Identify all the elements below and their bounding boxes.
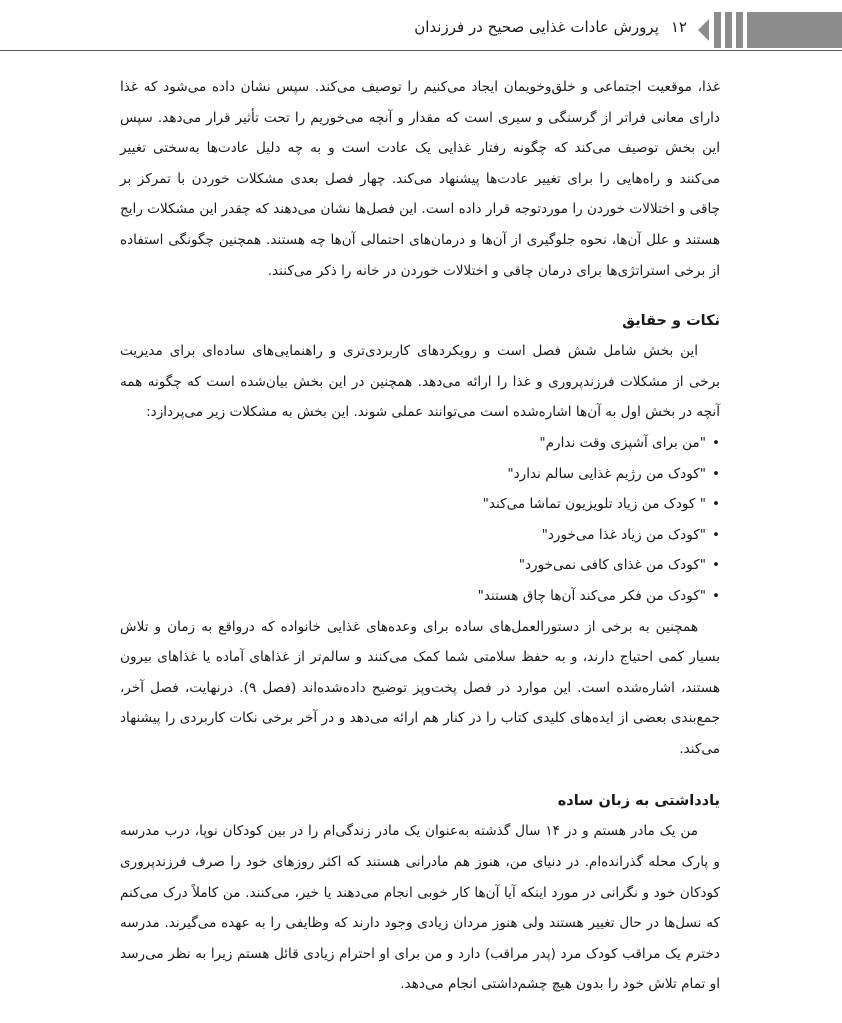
header-stripe — [714, 12, 721, 48]
bullet-icon: • — [711, 496, 720, 513]
page-number: ۱۲ — [670, 18, 687, 36]
list-item — [120, 520, 720, 551]
bullet-icon: • — [711, 465, 720, 482]
running-title: پرورش عادات غذایی صحیح در فرزندان — [414, 18, 659, 36]
tips-paragraph: این بخش شامل شش فصل است و رویکردهای کاربردی‌تری و راهنمایی‌های ساده‌ای برای مدیریت برخی از مشکلات فرزندپروری و غذا را ارائه می‌دهد. همچنین در این بخش بیان‌شده است که چگونه همه آنچه در بخش اول به آن‌ها اشاره‌شده است می‌توانند عملی شوند. این بخش به مشکلات زیر می‌پردازد: — [120, 343, 720, 421]
bullet-icon: • — [711, 587, 720, 604]
list-item-text: "من برای آشپزی وقت ندارم" — [539, 434, 706, 451]
list-item-text: "کودک من غذای کافی نمی‌خورد" — [518, 557, 706, 574]
header-stripe — [725, 12, 732, 48]
list-item-text: "کودک من زیاد غذا می‌خورد" — [541, 526, 706, 543]
list-item-text: " کودک من زیاد تلویزیون تماشا می‌کند" — [482, 496, 706, 513]
section-heading-note: یادداشتی به زبان ساده — [557, 793, 720, 810]
page-body — [120, 72, 720, 1000]
running-head — [414, 18, 687, 36]
header-decoration — [697, 12, 842, 48]
page-header — [0, 0, 842, 51]
list-item — [120, 459, 720, 490]
after-bullets-paragraph: همچنین به برخی از دستورالعمل‌های ساده برای وعده‌های غذایی خانواده که درواقع به زمان و تلاش بسیار کمی احتیاج دارند، و به حفظ سلامتی شما کمک می‌کنند و سالم‌تر از غذاهای آماده یا غذاهای بیرون هستند، اشاره‌شده است. این موارد در فصل پخت‌وپز توضیح داده‌شده‌اند (فصل ۹). درنهایت، فصل آخر، جمع‌بندی بعضی از ایده‌های کلیدی کتاب را در کنار هم ارائه می‌دهد و در آخر برخی نکات کاربردی را پیشنهاد می‌کند. — [120, 618, 720, 757]
header-stripe — [736, 12, 743, 48]
bullet-icon: • — [711, 557, 720, 574]
list-item — [120, 581, 720, 612]
list-item-text: "کودک من فکر می‌کند آن‌ها چاق هستند" — [477, 587, 706, 604]
list-item — [120, 428, 720, 459]
problem-list — [120, 428, 720, 612]
list-item — [120, 550, 720, 581]
note-paragraph: من یک مادر هستم و در ۱۴ سال گذشته به‌عنوان یک مادر زندگی‌ام را در بین کودکان نوپا، درب مدرسه و پارک محله گذرانده‌ام. در دنیای من، هنوز هم مادرانی هستند که اکثر روزهای خود را صرف فرزندپروری کودکان خود و نگرانی در مورد اینکه آیا آن‌ها کار خوبی انجام می‌دهند یا خیر، می‌کنند. من کاملاً درک می‌کنم که نسل‌ها در حال تغییر هستند ولی هنوز مردان زیادی وجود دارند که وظایفی را به عهده می‌گیرند. مدرسه دخترم یک مراقب کودک مرد (پدر مراقب) دارد و من برای او احترام زیادی قائل هستم زیرا به نظر می‌رسد او تمام تلاش خود را بدون هیچ چشم‌داشتی انجام می‌دهد. — [120, 823, 720, 993]
bullet-icon: • — [711, 434, 720, 451]
header-slab — [747, 12, 842, 48]
arrow-icon — [698, 19, 709, 41]
list-item — [120, 489, 720, 520]
intro-paragraph: غذا، موقعیت اجتماعی و خلق‌وخویمان ایجاد می‌کنیم را توصیف می‌کند. سپس نشان داده می‌شود که غذا دارای معانی فراتر از گرسنگی و سیری است که مقدار و آنچه می‌خوریم را تحت تأثیر قرار می‌دهد. سپس این بخش توصیف می‌کند که چگونه رفتار غذایی یک عادت است و به چه دلیل عادت‌ها به‌سختی تغییر می‌کنند و راه‌هایی را برای تغییر عادت‌ها پیشنهاد می‌کند. چهار فصل بعدی مشکلات خوردن با تمرکز بر چاقی و اختلالات خوردن را موردتوجه قرار داده است. این فصل‌ها نشان می‌دهند که چقدر این مشکلات رایج هستند و علل آن‌ها، نحوه جلوگیری از آن‌ها و درمان‌های احتمالی آن‌ها چه هستند. همچنین چگونگی استفاده از برخی استراتژی‌ها برای درمان چاقی و اختلالات خوردن در خانه را ذکر می‌کنند. — [120, 79, 720, 279]
section-heading-tips: نکات و حقایق — [622, 313, 720, 330]
list-item-text: "کودک من رژیم غذایی سالم ندارد" — [507, 465, 706, 482]
bullet-icon: • — [711, 526, 720, 543]
